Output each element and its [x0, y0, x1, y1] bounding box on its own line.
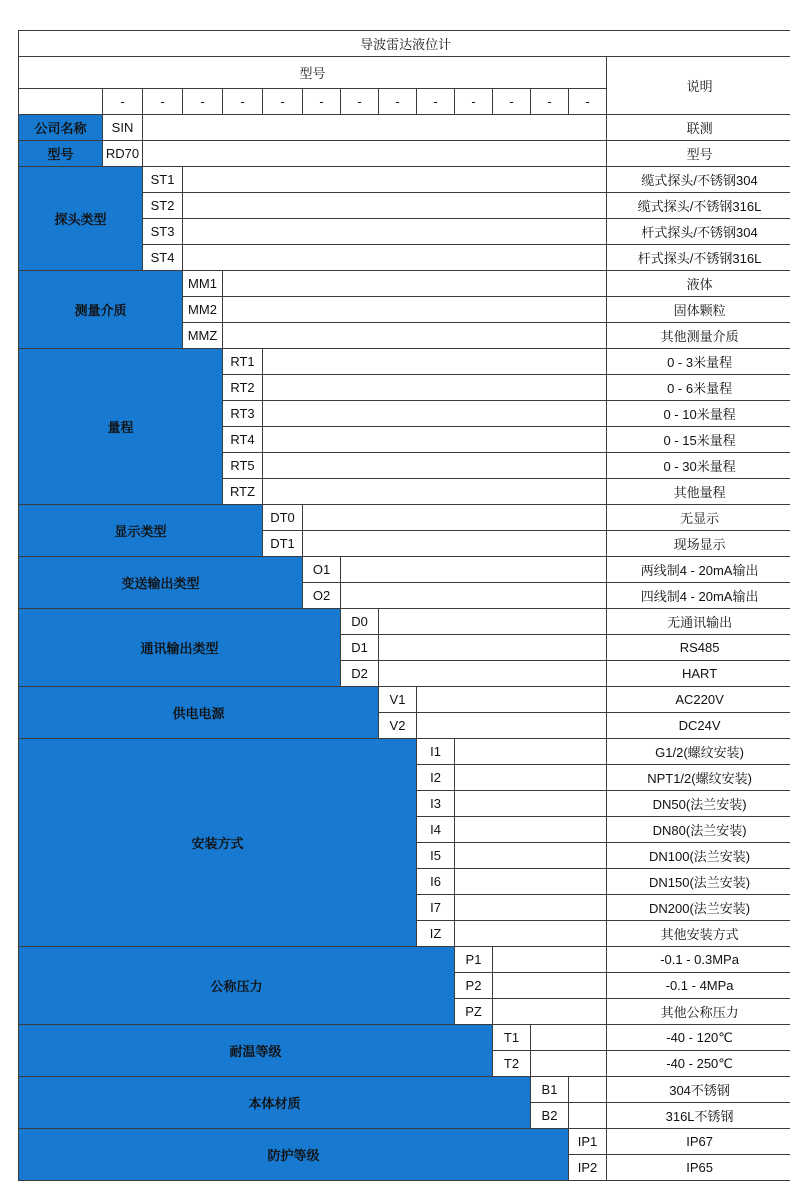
code-install: I2	[417, 765, 455, 791]
spacer-cell	[263, 401, 607, 427]
spacer-cell	[263, 349, 607, 375]
code-probe: ST2	[143, 193, 183, 219]
code-range: RTZ	[223, 479, 263, 505]
code-company: SIN	[103, 115, 143, 141]
code-install: I3	[417, 791, 455, 817]
spacer-cell	[263, 453, 607, 479]
dash-cell: -	[493, 89, 531, 115]
spacer-cell	[455, 817, 607, 843]
desc-pressure: -0.1 - 0.3MPa	[607, 947, 790, 973]
spacer-cell	[455, 791, 607, 817]
code-output: O2	[303, 583, 341, 609]
code-medium: MMZ	[183, 323, 223, 349]
code-range: RT2	[223, 375, 263, 401]
code-display: DT1	[263, 531, 303, 557]
label-model: 型号	[19, 141, 103, 167]
page-title: 导波雷达液位计	[19, 31, 790, 57]
dash-cell: -	[263, 89, 303, 115]
spacer-cell	[143, 115, 607, 141]
spacer-cell	[531, 1051, 607, 1077]
code-probe: ST4	[143, 245, 183, 271]
spacer-cell	[455, 869, 607, 895]
spacer-cell	[379, 609, 607, 635]
spacer-cell	[379, 661, 607, 687]
table-title-row	[19, 31, 790, 57]
code-power: V1	[379, 687, 417, 713]
code-probe: ST1	[143, 167, 183, 193]
label-power-supply: 供电电源	[19, 687, 379, 739]
spacer-cell	[263, 375, 607, 401]
desc-medium: 固体颗粒	[607, 297, 790, 323]
dash-cell: -	[531, 89, 569, 115]
spacer-cell	[183, 193, 607, 219]
label-range: 量程	[19, 349, 223, 505]
desc-medium: 液体	[607, 271, 790, 297]
code-range: RT4	[223, 427, 263, 453]
row-temp-1	[19, 1025, 790, 1051]
spacer-cell	[455, 739, 607, 765]
code-pressure: P2	[455, 973, 493, 999]
spacer-cell	[303, 505, 607, 531]
row-power-1	[19, 687, 790, 713]
code-output: O1	[303, 557, 341, 583]
row-output-1	[19, 557, 790, 583]
code-pressure: PZ	[455, 999, 493, 1025]
row-install-1	[19, 739, 790, 765]
desc-material: 316L不锈钢	[607, 1103, 790, 1129]
desc-output: 两线制4 - 20mA输出	[607, 557, 790, 583]
desc-range: 0 - 6米量程	[607, 375, 790, 401]
code-medium: MM1	[183, 271, 223, 297]
spacer-cell	[303, 531, 607, 557]
desc-probe: 缆式探头/不锈钢316L	[607, 193, 790, 219]
desc-probe: 杆式探头/不锈钢316L	[607, 245, 790, 271]
row-range-1	[19, 349, 790, 375]
label-company: 公司名称	[19, 115, 103, 141]
desc-range: 0 - 3米量程	[607, 349, 790, 375]
spacer-cell	[263, 479, 607, 505]
spacer-cell	[223, 271, 607, 297]
desc-range: 0 - 30米量程	[607, 453, 790, 479]
desc-range: 0 - 15米量程	[607, 427, 790, 453]
label-display-type: 显示类型	[19, 505, 263, 557]
spacer-cell	[569, 1103, 607, 1129]
desc-protection: IP67	[607, 1129, 790, 1155]
row-model	[19, 141, 790, 167]
label-body-material: 本体材质	[19, 1077, 531, 1129]
code-comm: D0	[341, 609, 379, 635]
code-install: I5	[417, 843, 455, 869]
desc-install: DN80(法兰安装)	[607, 817, 790, 843]
row-pressure-1	[19, 947, 790, 973]
desc-company: 联测	[607, 115, 790, 141]
code-medium: MM2	[183, 297, 223, 323]
code-model: RD70	[103, 141, 143, 167]
code-install: I6	[417, 869, 455, 895]
dash-cell: -	[455, 89, 493, 115]
table-header-row	[19, 57, 790, 89]
spacer-cell	[455, 921, 607, 947]
desc-probe: 杆式探头/不锈钢304	[607, 219, 790, 245]
code-material: B1	[531, 1077, 569, 1103]
label-nominal-pressure: 公称压力	[19, 947, 455, 1025]
desc-model: 型号	[607, 141, 790, 167]
code-power: V2	[379, 713, 417, 739]
desc-power: DC24V	[607, 713, 790, 739]
row-display-1	[19, 505, 790, 531]
spacer-cell	[493, 973, 607, 999]
desc-install: DN100(法兰安装)	[607, 843, 790, 869]
dash-cell: -	[417, 89, 455, 115]
spacer-cell	[183, 167, 607, 193]
code-install: I4	[417, 817, 455, 843]
row-probe-1	[19, 167, 790, 193]
row-company	[19, 115, 790, 141]
model-selection-table	[18, 30, 790, 1181]
code-range: RT5	[223, 453, 263, 479]
desc-temp: -40 - 250℃	[607, 1051, 790, 1077]
dash-cell: -	[569, 89, 607, 115]
code-install: I1	[417, 739, 455, 765]
row-material-1	[19, 1077, 790, 1103]
label-temperature-grade: 耐温等级	[19, 1025, 493, 1077]
spacer-cell	[183, 219, 607, 245]
spacer-cell	[569, 1077, 607, 1103]
desc-comm: HART	[607, 661, 790, 687]
spacer-cell	[379, 635, 607, 661]
code-temp: T1	[493, 1025, 531, 1051]
spacer-cell	[417, 687, 607, 713]
dash-cell: -	[223, 89, 263, 115]
dash-cell: -	[303, 89, 341, 115]
code-pressure: P1	[455, 947, 493, 973]
desc-material: 304不锈钢	[607, 1077, 790, 1103]
spacer-cell	[493, 999, 607, 1025]
code-temp: T2	[493, 1051, 531, 1077]
desc-install: DN150(法兰安装)	[607, 869, 790, 895]
desc-power: AC220V	[607, 687, 790, 713]
spacer-cell	[531, 1025, 607, 1051]
desc-install: 其他安装方式	[607, 921, 790, 947]
code-range: RT1	[223, 349, 263, 375]
dash-cell: -	[183, 89, 223, 115]
code-display: DT0	[263, 505, 303, 531]
desc-comm: 无通讯输出	[607, 609, 790, 635]
code-install: IZ	[417, 921, 455, 947]
code-install: I7	[417, 895, 455, 921]
spacer-cell	[341, 583, 607, 609]
desc-header: 说明	[607, 57, 790, 115]
desc-output: 四线制4 - 20mA输出	[607, 583, 790, 609]
dash-cell: -	[103, 89, 143, 115]
label-protection-grade: 防护等级	[19, 1129, 569, 1181]
spacer-cell	[341, 557, 607, 583]
desc-probe: 缆式探头/不锈钢304	[607, 167, 790, 193]
desc-display: 现场显示	[607, 531, 790, 557]
spacer-cell	[417, 713, 607, 739]
desc-comm: RS485	[607, 635, 790, 661]
spacer-cell	[223, 297, 607, 323]
row-protection-1	[19, 1129, 790, 1155]
dash-cell: -	[379, 89, 417, 115]
desc-medium: 其他测量介质	[607, 323, 790, 349]
dash-cell: -	[341, 89, 379, 115]
desc-install: DN50(法兰安装)	[607, 791, 790, 817]
spacer-cell	[263, 427, 607, 453]
code-comm: D2	[341, 661, 379, 687]
label-install-method: 安装方式	[19, 739, 417, 947]
desc-pressure: -0.1 - 4MPa	[607, 973, 790, 999]
code-comm: D1	[341, 635, 379, 661]
label-measure-medium: 测量介质	[19, 271, 183, 349]
desc-install: NPT1/2(螺纹安装)	[607, 765, 790, 791]
desc-range: 0 - 10米量程	[607, 401, 790, 427]
label-comm-output-type: 通讯输出类型	[19, 609, 341, 687]
code-protection: IP2	[569, 1155, 607, 1181]
desc-install: G1/2(螺纹安装)	[607, 739, 790, 765]
label-transmit-output-type: 变送输出类型	[19, 557, 303, 609]
row-medium-1	[19, 271, 790, 297]
spacer-cell	[455, 843, 607, 869]
spacer-cell	[143, 141, 607, 167]
spacer-cell	[183, 245, 607, 271]
desc-pressure: 其他公称压力	[607, 999, 790, 1025]
row-comm-1	[19, 609, 790, 635]
desc-protection: IP65	[607, 1155, 790, 1181]
dash-cell: -	[143, 89, 183, 115]
spacer-cell	[493, 947, 607, 973]
code-material: B2	[531, 1103, 569, 1129]
label-probe-type: 探头类型	[19, 167, 143, 271]
code-protection: IP1	[569, 1129, 607, 1155]
code-range: RT3	[223, 401, 263, 427]
desc-install: DN200(法兰安装)	[607, 895, 790, 921]
code-probe: ST3	[143, 219, 183, 245]
desc-range: 其他量程	[607, 479, 790, 505]
spacer-cell	[455, 895, 607, 921]
model-header: 型号	[19, 57, 607, 89]
spacer-cell	[455, 765, 607, 791]
desc-temp: -40 - 120℃	[607, 1025, 790, 1051]
desc-display: 无显示	[607, 505, 790, 531]
spacer-cell	[223, 323, 607, 349]
dash-cell-blank	[19, 89, 103, 115]
